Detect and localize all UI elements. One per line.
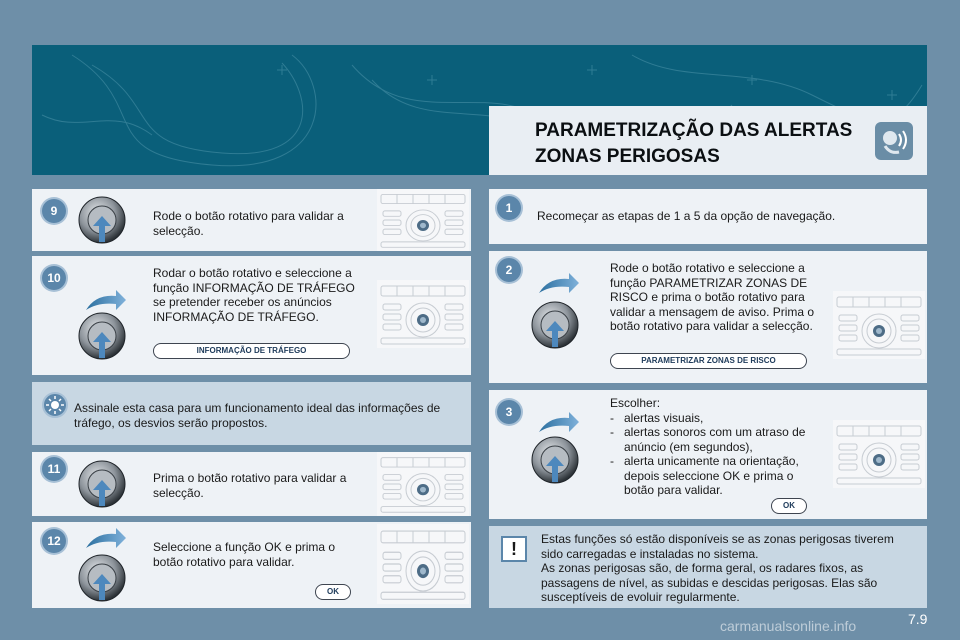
step-text: Prima o botão rotativo para validar a selecção. <box>153 471 347 500</box>
rotary-knob-press-icon <box>78 460 126 508</box>
step-card-12 <box>32 522 471 608</box>
list-item: - alertas sonoros com um atraso de anúncio (em segundos), <box>610 425 825 454</box>
step-number-badge: 1 <box>497 196 521 220</box>
rotate-arrow-icon <box>82 288 128 314</box>
step-number-badge: 10 <box>42 266 66 290</box>
step-card-10 <box>32 256 471 375</box>
step-number-badge: 9 <box>42 199 66 223</box>
ok-option-pill: OK <box>771 498 807 514</box>
audio-control-panel-image <box>833 291 925 359</box>
step-card-2 <box>489 251 927 383</box>
audio-control-panel-image <box>377 280 469 348</box>
rotary-knob-press-icon <box>78 196 126 244</box>
warning-line-2: As zonas perigosas são, de forma geral, os radares fixos, as passagens de nível, as subidas e descidas perigosas. Elas são susceptíveis de evoluir regularmente. <box>541 561 878 604</box>
warning-box <box>489 526 927 608</box>
rotate-arrow-icon <box>82 526 128 552</box>
tip-text: Assinale esta casa para um funcionamento ideal das informações de tráfego, os desvios serão propostos. <box>74 401 441 430</box>
warning-line-1: Estas funções só estão disponíveis se as zonas perigosas tiverem sido carregadas e instaladas no sistema. <box>541 532 894 561</box>
step-number-badge: 3 <box>497 400 521 424</box>
audio-control-panel-image <box>377 524 469 604</box>
audio-control-panel-image <box>377 189 469 251</box>
step-text <box>610 396 825 498</box>
step-text: Rodar o botão rotativo e seleccione a função INFORMAÇÃO DE TRÁFEGO se pretender receber os anúncios INFORMAÇÃO DE TRÁFEGO. <box>153 266 355 324</box>
step-intro: Escolher: <box>610 396 661 410</box>
tip-box <box>32 382 471 445</box>
page-number: 7.9 <box>908 611 928 627</box>
option-list <box>610 411 825 498</box>
warning-icon: ! <box>501 536 527 562</box>
menu-option-pill: INFORMAÇÃO DE TRÁFEGO <box>153 343 350 359</box>
step-number-badge: 12 <box>42 529 66 553</box>
step-text: Recomeçar as etapas de 1 a 5 da opção de navegação. <box>537 209 836 223</box>
sun-tip-icon <box>42 392 68 418</box>
watermark: carmanualsonline.info <box>720 618 857 634</box>
audio-control-panel-image <box>377 452 469 516</box>
step-text: Rode o botão rotativo para validar a selecção. <box>153 209 344 238</box>
audio-control-panel-image <box>833 420 925 488</box>
step-text: Rode o botão rotativo e seleccione a função PARAMETRIZAR ZONAS DE RISCO e prima o botão rotativo para validar a mensagem de aviso. Prima o botão rotativo para validar a selecção. <box>610 261 815 333</box>
step-card-1 <box>489 189 927 244</box>
step-card-3 <box>489 390 927 519</box>
menu-option-pill: PARAMETRIZAR ZONAS DE RISCO <box>610 353 807 369</box>
list-item: - alertas visuais, <box>610 411 825 426</box>
step-card-9 <box>32 189 471 251</box>
rotary-knob-press-icon <box>78 312 126 360</box>
step-card-11 <box>32 452 471 516</box>
title-box <box>489 106 927 175</box>
rotary-knob-press-icon <box>78 554 126 602</box>
step-number-badge: 2 <box>497 258 521 282</box>
rotary-knob-press-icon <box>531 301 579 349</box>
rotate-arrow-icon <box>535 410 581 436</box>
warning-text <box>541 532 919 605</box>
step-number-badge: 11 <box>42 457 66 481</box>
ok-option-pill: OK <box>315 584 351 600</box>
rotary-knob-press-icon <box>531 436 579 484</box>
list-item: - alerta unicamente na orientação, depois seleccione OK e prima o botão para validar. <box>610 454 825 498</box>
page-title: PARAMETRIZAÇÃO DAS ALERTAS ZONAS PERIGOSAS <box>535 120 853 167</box>
rotate-arrow-icon <box>535 271 581 297</box>
voice-speaker-icon <box>875 122 913 160</box>
step-text: Seleccione a função OK e prima o botão rotativo para validar. <box>153 540 336 569</box>
